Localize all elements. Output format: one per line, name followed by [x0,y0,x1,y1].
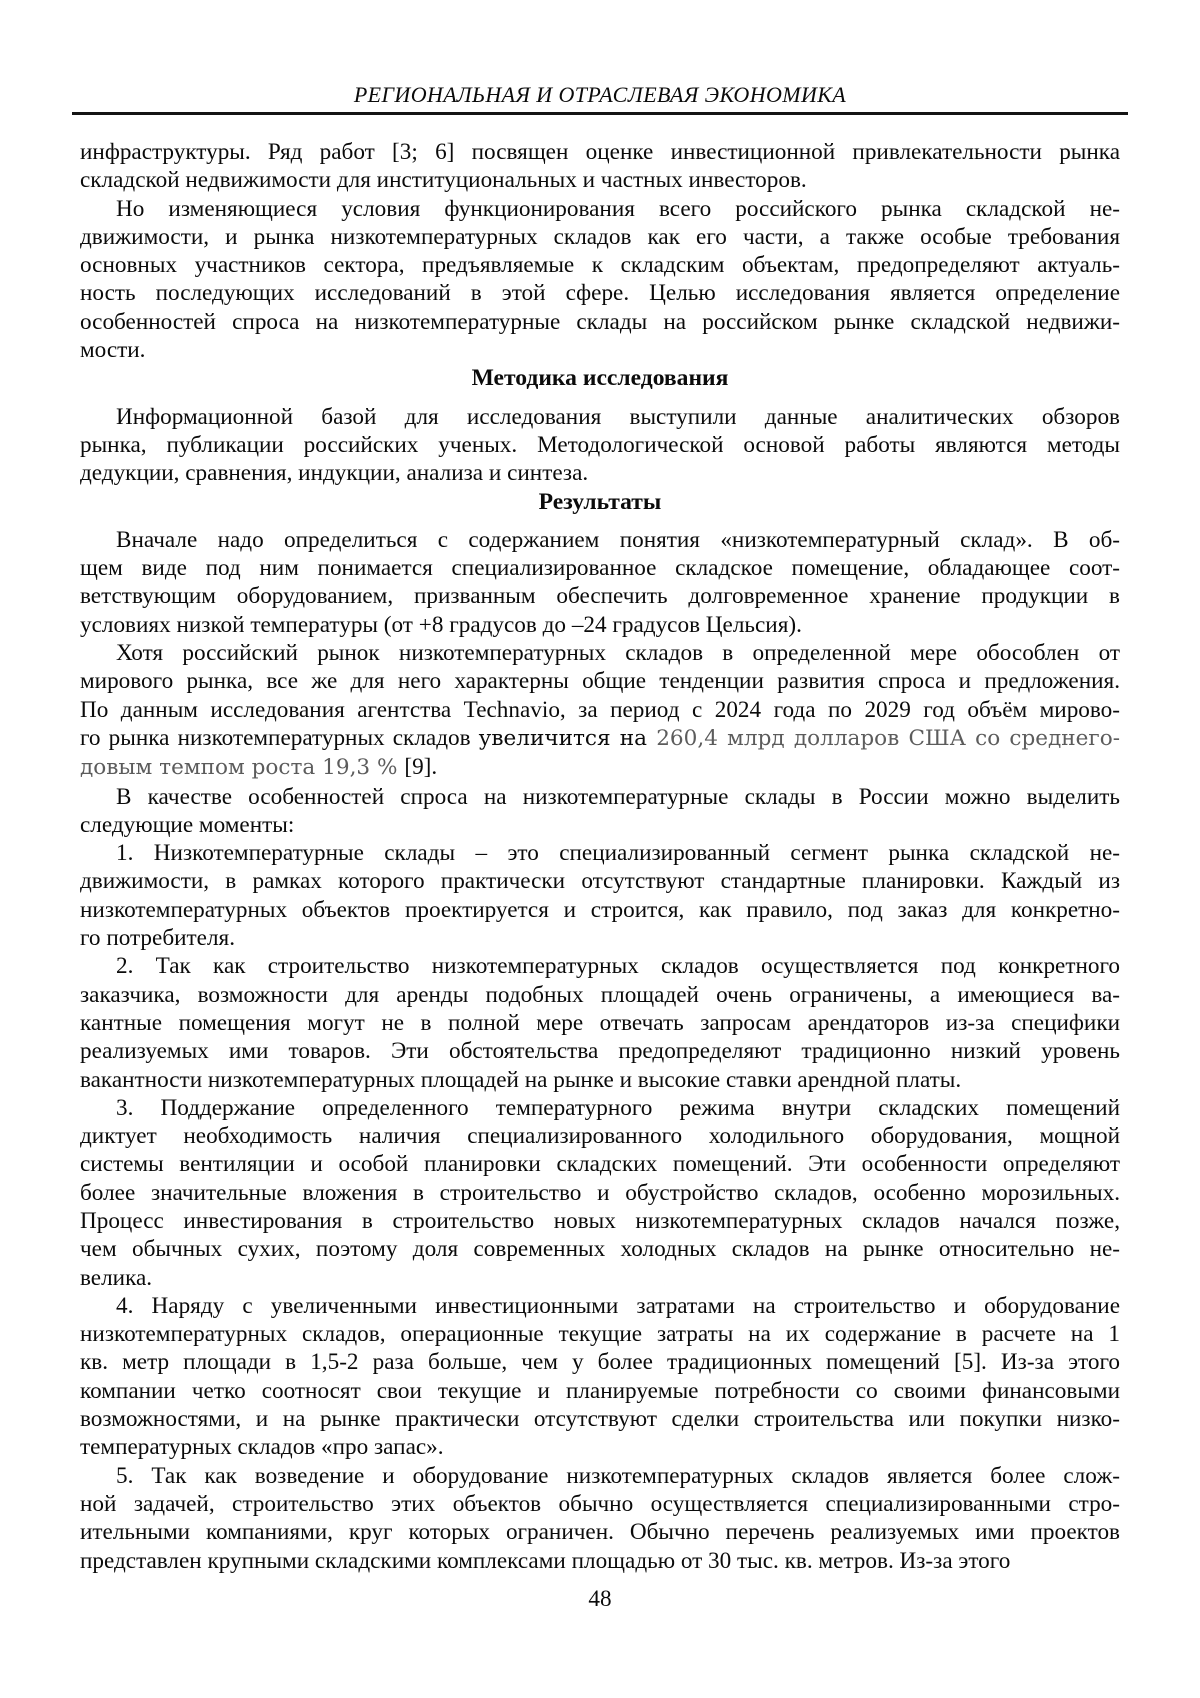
text-line [80,896,1120,924]
text-segment: особенностей спроса на низкотемпературные склады на российском рынке складской недвижи- [80,308,1120,335]
text-line [80,1122,1120,1150]
text-segment: [9]. [404,754,438,781]
text-line [80,952,1120,980]
text-segment: более значительные вложения в строительство и обустройство складов, особенно морозильных. [80,1179,1120,1206]
paragraph [80,138,1120,195]
text-segment: условиях низкой температуры (от +8 градусов до –24 градусов Цельсия). [80,611,802,638]
text-line [80,251,1120,279]
text-segment: вакантности низкотемпературных площадей на рынке и высокие ставки арендной платы. [80,1066,962,1093]
text-line [80,1518,1120,1546]
text-line [80,403,1120,431]
text-line [80,431,1120,459]
text-line [80,138,1120,166]
text-line [80,1179,1120,1207]
text-segment: Процесс инвестирования в строительство новых низкотемпературных складов начался позже, [80,1207,1120,1234]
text-line [80,1405,1120,1433]
highlighted-text: увеличится на [478,725,657,751]
text-line [80,1348,1120,1376]
running-header: РЕГИОНАЛЬНАЯ И ОТРАСЛЕВАЯ ЭКОНОМИКА [353,82,847,107]
page-number: 48 [588,1586,612,1612]
text-line [80,223,1120,251]
text-segment: кантные помещения могут не в полной мере отвечать запросам арендаторов из-за специфики [80,1009,1120,1036]
paragraph [80,403,1120,488]
document-body [80,138,1120,1575]
text-line [80,1292,1120,1320]
text-segment: низкотемпературных складов, операционные текущие затраты на их содержание в расчете на 1 [80,1321,1120,1348]
text-segment: мости. [80,337,146,364]
text-segment: системы вентиляции и особой планировки складских помещений. Эти особенности определяют [80,1151,1120,1178]
section-heading: Методика исследования [471,365,729,392]
text-line [80,166,1120,194]
text-segment: инфраструктуры. Ряд работ [3; 6] посвящен оценке инвестиционной привлекательности рынка [80,139,1120,165]
text-line [80,1066,1120,1094]
text-segment: В качестве особенностей спроса на низкотемпературные склады в России можно выделить [116,783,1120,810]
paragraph [80,783,1120,840]
paragraph [80,526,1120,639]
text-segment: чем обычных сухих, поэтому доля современных холодных складов на рынке относительно не- [80,1236,1120,1263]
text-line [80,1150,1120,1178]
paragraph [80,639,1120,782]
text-segment: складской недвижимости для институциональных и частных инвесторов. [80,167,807,194]
text-segment: Но изменяющиеся условия функционирования всего российского рынка складской не- [116,195,1120,222]
text-segment: основных участников сектора, предъявляемые к складским объектам, предопределяют актуаль- [80,252,1120,279]
text-segment: 2. Так как строительство низкотемпературных складов осуществляется под конкретного [116,953,1120,980]
text-segment: рынка, публикации российских ученых. Методологической основой работы являются методы [80,431,1120,458]
text-line [80,582,1120,610]
text-line [80,639,1120,667]
text-segment: движимости, и рынка низкотемпературных складов как его части, а также особые требования [80,223,1120,250]
text-line [80,1094,1120,1122]
text-segment: 1. Низкотемпературные склады – это специализированный сегмент рынка складской не- [116,840,1120,867]
paragraph [80,839,1120,952]
text-segment: ветствующим оборудованием, призванным обеспечить долговременное хранение продукции в [80,583,1120,610]
highlighted-text: 260,4 млрд долларов США со среднего- [656,725,1120,751]
text-line [80,1264,1120,1292]
text-line [80,696,1120,724]
text-segment: По данным исследования агентства Technavio, за период с 2024 года по 2029 год объём мирово- [80,696,1120,723]
text-line [80,308,1120,336]
paragraph [80,195,1120,365]
paragraph [80,1094,1120,1292]
header-rule [72,112,1128,115]
text-line [80,611,1120,639]
text-segment: го потребителя. [80,925,235,952]
text-line [80,724,1120,753]
text-segment: ность последующих исследований в этой сфере. Целью исследования является определение [80,280,1120,307]
text-segment: Хотя российский рынок низкотемпературных складов в определенной мере обособлен от [116,640,1120,667]
paragraph [80,1462,1120,1575]
text-line [80,924,1120,952]
text-segment: представлен крупными складскими комплексами площадью от 30 тыс. кв. метров. Из-за этого [80,1547,1011,1574]
text-line [80,1009,1120,1037]
text-line [80,1547,1120,1575]
text-segment: Информационной базой для исследования выступили данные аналитических обзоров [116,403,1120,430]
text-segment: дедукции, сравнения, индукции, анализа и синтеза. [80,460,589,487]
highlighted-text: довым темпом роста 19,3 % [80,755,405,781]
section-heading: Результаты [538,488,662,515]
text-segment: 4. Наряду с увеличенными инвестиционными затратами на строительство и оборудование [116,1292,1120,1319]
text-line [80,526,1120,554]
text-line [80,1462,1120,1490]
text-segment: заказчика, возможности для аренды подобных площадей очень ограничены, а имеющиеся ва- [80,981,1120,1008]
text-line [80,1490,1120,1518]
text-segment: ной задачей, строительство этих объектов обычно осуществляется специализированными стро- [80,1490,1120,1517]
text-segment: возможностями, и на рынке практически отсутствуют сделки строительства или покупки низко- [80,1406,1120,1433]
text-line [80,667,1120,695]
text-line [80,1433,1120,1461]
text-line [80,195,1120,223]
paragraph [80,1292,1120,1462]
text-line [80,279,1120,307]
text-line [80,1320,1120,1348]
text-line [80,459,1120,487]
text-segment: следующие моменты: [80,811,295,838]
text-line [80,1207,1120,1235]
text-line [80,753,1120,782]
text-segment: Вначале надо определиться с содержанием понятия «низкотемпературный склад». В об- [116,526,1120,553]
text-segment: движимости, в рамках которого практически отсутствуют стандартные планировки. Каждый из [80,868,1120,895]
text-line [80,1037,1120,1065]
text-segment: кв. метр площади в 1,5-2 раза больше, чем у более традиционных помещений [5]. Из-за этого [80,1349,1120,1376]
text-line [80,1377,1120,1405]
text-segment: 5. Так как возведение и оборудование низкотемпературных складов является более слож- [116,1462,1120,1489]
text-line [80,981,1120,1009]
text-segment: щем виде под ним понимается специализированное складское помещение, обладающее соот- [80,555,1120,582]
text-line [80,554,1120,582]
text-segment: 3. Поддержание определенного температурного режима внутри складских помещений [116,1094,1120,1121]
text-segment: реализуемых ими товаров. Эти обстоятельства предопределяют традиционно низкий уровень [80,1038,1120,1065]
text-line [80,811,1120,839]
text-segment: го рынка низкотемпературных складов [80,724,479,751]
text-segment: температурных складов «про запас». [80,1434,444,1461]
text-line [80,839,1120,867]
text-line [80,783,1120,811]
text-line [80,336,1120,364]
text-segment: низкотемпературных объектов проектируется и строится, как правило, под заказ для конкретно- [80,896,1120,923]
text-line [80,867,1120,895]
text-segment: велика. [80,1264,153,1291]
text-line [80,1235,1120,1263]
text-segment: диктует необходимость наличия специализированного холодильного оборудования, мощной [80,1123,1120,1150]
text-segment: компании четко соотносят свои текущие и планируемые потребности со своими финансовыми [80,1377,1120,1404]
text-segment: ительными компаниями, круг которых ограничен. Обычно перечень реализуемых ими проектов [80,1519,1120,1546]
paragraph [80,952,1120,1093]
text-segment: мирового рынка, все же для него характерны общие тенденции развития спроса и предложения. [80,668,1120,695]
